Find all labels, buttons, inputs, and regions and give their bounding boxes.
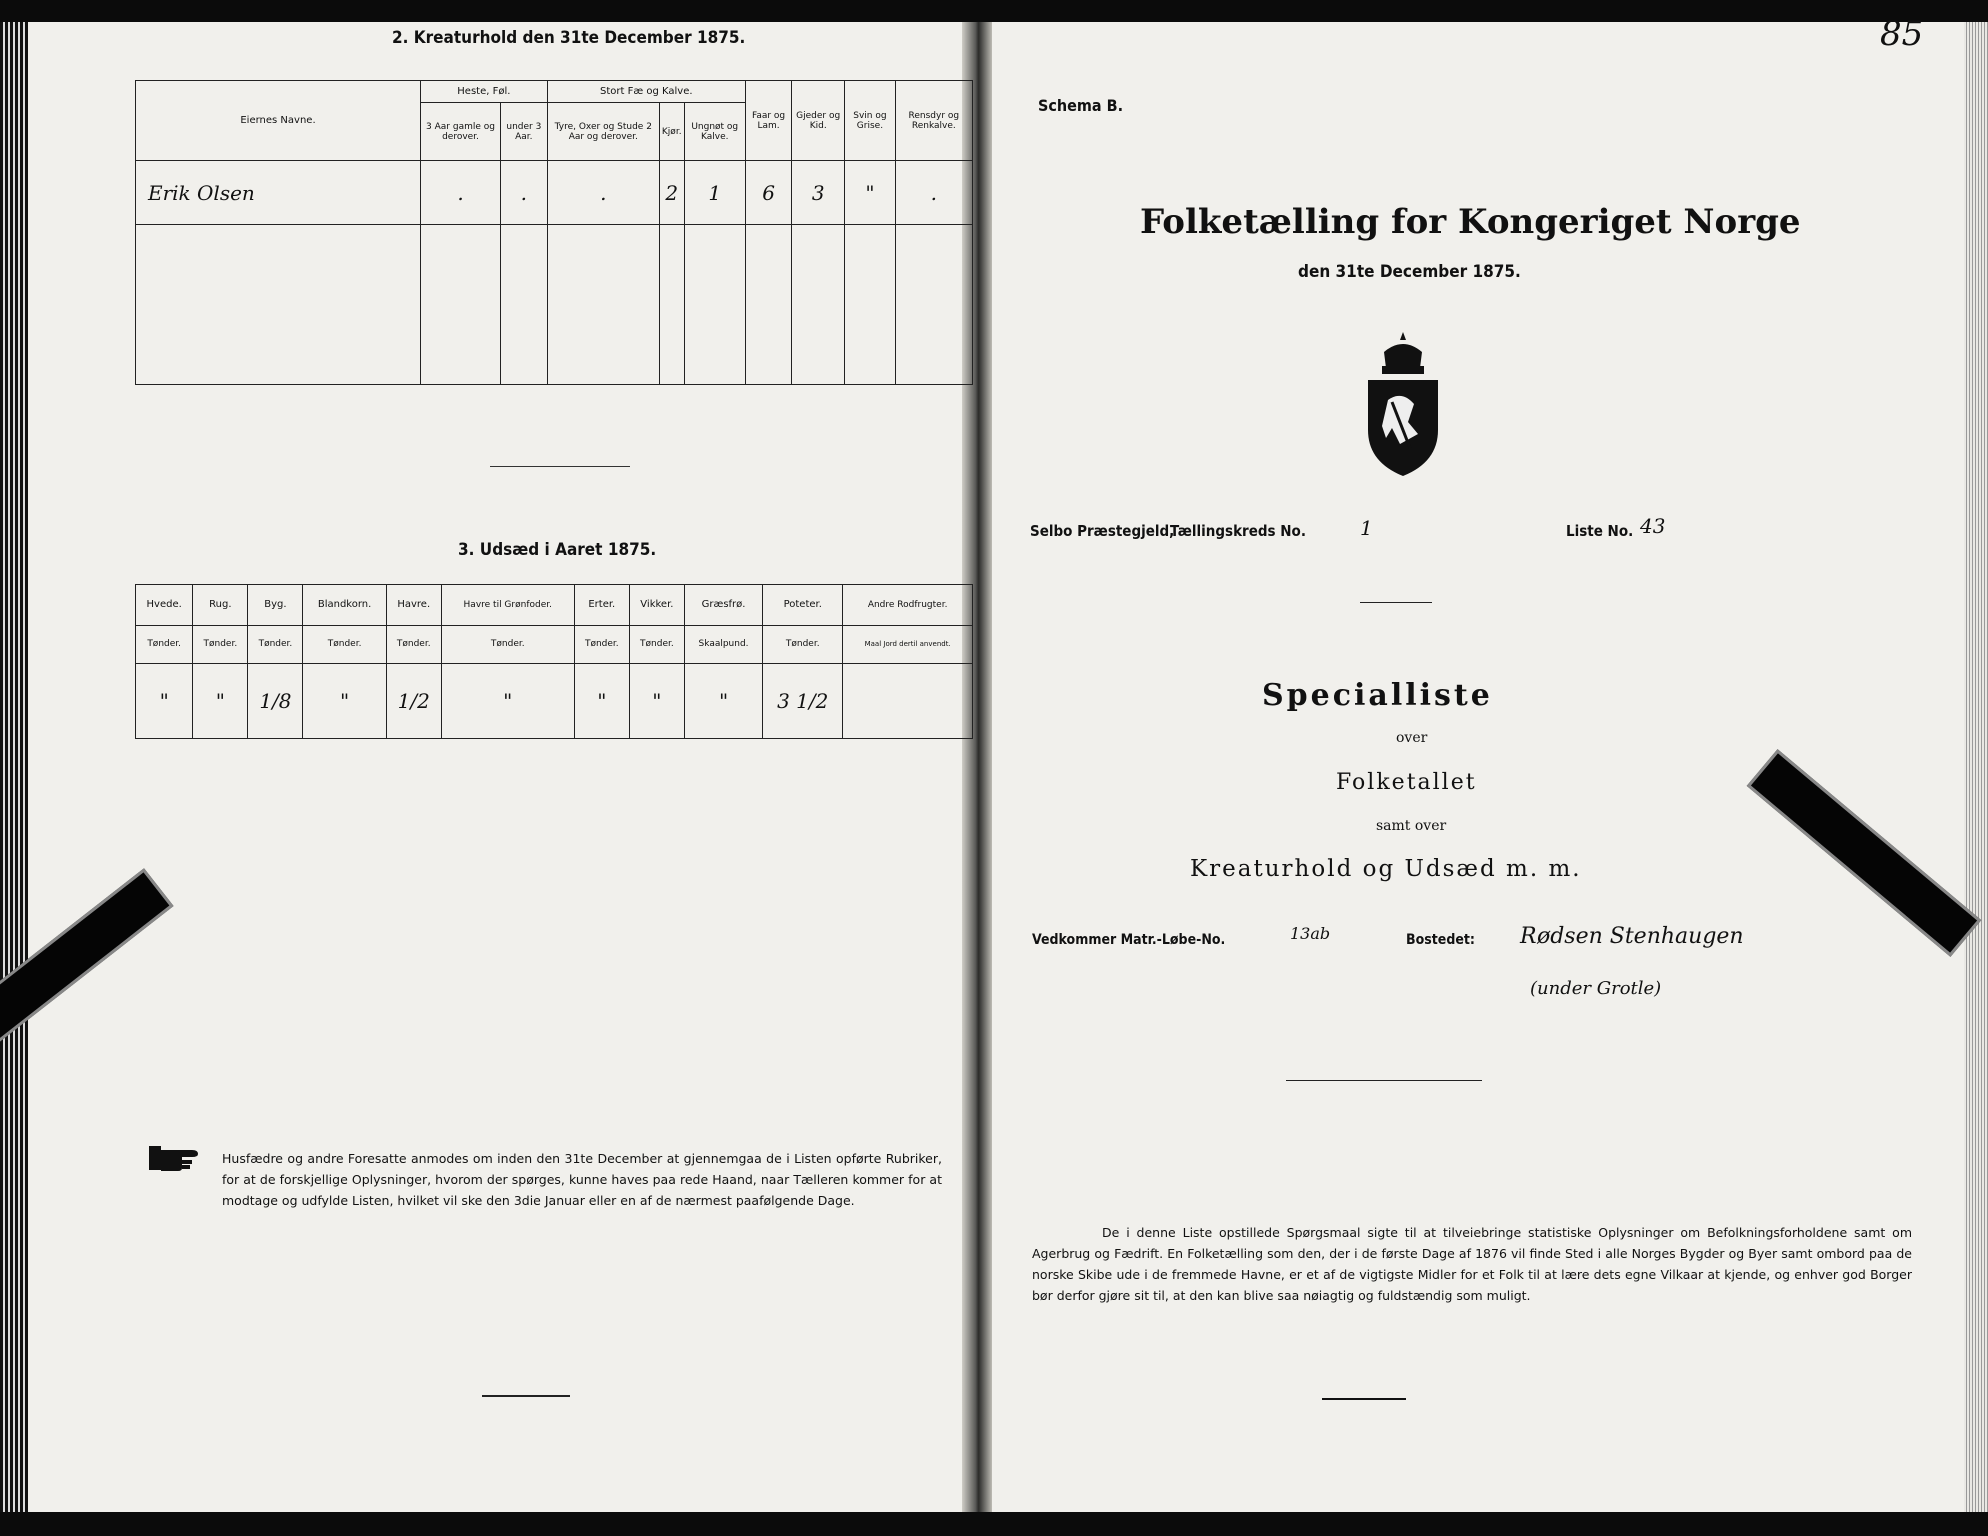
unit: Skaalpund. bbox=[684, 625, 762, 664]
group-header-horses: Heste, Føl. bbox=[421, 81, 548, 103]
section3-title: 3. Udsæd i Aaret 1875. bbox=[458, 540, 657, 560]
matr-value: 13ab bbox=[1290, 924, 1331, 943]
matr-label: Vedkommer Matr.-Løbe-No. bbox=[1032, 932, 1226, 948]
unit: Tønder. bbox=[303, 625, 386, 664]
coat-of-arms-icon bbox=[1362, 330, 1444, 480]
seed-table bbox=[135, 584, 973, 739]
col-erter: Erter. bbox=[574, 585, 629, 626]
unit: Tønder. bbox=[248, 625, 303, 664]
over-label: over bbox=[1396, 730, 1428, 746]
district-value: 1 bbox=[1360, 516, 1373, 540]
owner-name: Erik Olsen bbox=[136, 161, 421, 225]
col-havre: Havre. bbox=[386, 585, 441, 626]
table-row bbox=[136, 161, 973, 225]
list-label: Liste No. bbox=[1566, 522, 1634, 540]
col-byg: Byg. bbox=[248, 585, 303, 626]
col-blandkorn: Blandkorn. bbox=[303, 585, 386, 626]
col-goats: Gjeder og Kid. bbox=[792, 81, 845, 161]
cell: . bbox=[501, 161, 548, 225]
cell: 2 bbox=[659, 161, 684, 225]
unit: Tønder. bbox=[574, 625, 629, 664]
cell: 1/8 bbox=[248, 664, 303, 739]
cell: 1 bbox=[684, 161, 745, 225]
unit: Tønder. bbox=[193, 625, 248, 664]
cell: 6 bbox=[745, 161, 791, 225]
cell bbox=[843, 664, 973, 739]
col-poteter: Poteter. bbox=[763, 585, 843, 626]
cell: 3 bbox=[792, 161, 845, 225]
divider bbox=[1360, 602, 1432, 603]
livestock-table bbox=[135, 80, 973, 385]
section2-title: 2. Kreaturhold den 31te December 1875. bbox=[392, 28, 746, 48]
cell: . bbox=[421, 161, 501, 225]
col-calves: Ungnøt og Kalve. bbox=[684, 103, 745, 161]
unit: Tønder. bbox=[386, 625, 441, 664]
bosted-value: Rødsen Stenhaugen bbox=[1520, 924, 1744, 949]
col-graesfro: Græsfrø. bbox=[684, 585, 762, 626]
notice-text: Husfædre og andre Foresatte anmodes om inden den 31te December at gjennemgaa de i Listen opførte Rubriker, for at de forskjellige Oplysninger, hvorom der spørges, kunne haves paa rede Haand, naar Tælleren kommer for at modtage og udfylde Listen, hvilket vil ske den 3die Januar eller en af de nærmest paafølgende Dage. bbox=[222, 1151, 942, 1208]
col-horses-3yr: 3 Aar gamle og derover. bbox=[421, 103, 501, 161]
census-title: Folketælling for Kongeriget Norge bbox=[1140, 202, 1801, 242]
cell: " bbox=[684, 664, 762, 739]
unit: Maal Jord dertil anvendt. bbox=[843, 625, 973, 664]
cell: " bbox=[574, 664, 629, 739]
unit: Tønder. bbox=[763, 625, 843, 664]
kreaturhold-label: Kreaturhold og Udsæd m. m. bbox=[1190, 856, 1582, 882]
cell: " bbox=[193, 664, 248, 739]
page-number: 85 bbox=[1880, 14, 1924, 54]
bosted-note: (under Grotle) bbox=[1530, 978, 1662, 999]
cell: " bbox=[845, 161, 895, 225]
divider bbox=[1322, 1398, 1406, 1400]
cell: 1/2 bbox=[386, 664, 441, 739]
group-header-cattle: Stort Fæ og Kalve. bbox=[547, 81, 745, 103]
samt-over-label: samt over bbox=[1376, 818, 1447, 834]
divider bbox=[482, 1395, 570, 1397]
cell: 3 1/2 bbox=[763, 664, 843, 739]
cell: " bbox=[441, 664, 574, 739]
cell: . bbox=[895, 161, 972, 225]
specialliste-title: Specialliste bbox=[1262, 678, 1493, 713]
col-reindeer: Rensdyr og Renkalve. bbox=[895, 81, 972, 161]
table-row bbox=[136, 664, 973, 739]
cell: " bbox=[629, 664, 684, 739]
divider bbox=[490, 466, 630, 467]
col-rodfrugter: Andre Rodfrugter. bbox=[843, 585, 973, 626]
intro-paragraph: De i denne Liste opstillede Spørgsmaal sigte til at tilveiebringe statistiske Oplysninger om Befolkningsforholdene samt om Agerbrug og Fædrift. En Folketælling som den, der i de første Dage af 1876 vil finde Sted i alle Norges Bygder og Byer samt ombord paa de norske Skibe ude i de fremmede Havne, er et af de vigtigste Midler for et Folk til at lære dets egne Vilkaar at kjende, og enhver god Borger bør derfor gjøre sit til, at den kan blive saa nøiagtig og fuldstændig som muligt. bbox=[1032, 1225, 1912, 1303]
col-sheep: Faar og Lam. bbox=[745, 81, 791, 161]
schema-label: Schema B. bbox=[1038, 96, 1124, 115]
divider bbox=[1286, 1080, 1482, 1081]
cell: " bbox=[303, 664, 386, 739]
unit: Tønder. bbox=[629, 625, 684, 664]
col-horses-under3: under 3 Aar. bbox=[501, 103, 548, 161]
col-hvede: Hvede. bbox=[136, 585, 193, 626]
unit: Tønder. bbox=[136, 625, 193, 664]
col-havre-gronfoder: Havre til Grønfoder. bbox=[441, 585, 574, 626]
col-pigs: Svin og Grise. bbox=[845, 81, 895, 161]
census-date: den 31te December 1875. bbox=[1298, 262, 1521, 282]
bosted-label: Bostedet: bbox=[1406, 932, 1475, 948]
col-cows: Kjør. bbox=[659, 103, 684, 161]
col-bulls: Tyre, Oxer og Stude 2 Aar og derover. bbox=[547, 103, 659, 161]
col-rug: Rug. bbox=[193, 585, 248, 626]
book-edge-right bbox=[1964, 22, 1988, 1512]
unit: Tønder. bbox=[441, 625, 574, 664]
pointing-hand-icon bbox=[148, 1142, 210, 1174]
cell: . bbox=[547, 161, 659, 225]
owner-header: Eiernes Navne. bbox=[136, 81, 421, 161]
col-vikker: Vikker. bbox=[629, 585, 684, 626]
folketallet-label: Folketallet bbox=[1336, 770, 1477, 795]
parish-label: Selbo Præstegjeld, bbox=[1030, 522, 1175, 540]
cell: " bbox=[136, 664, 193, 739]
list-value: 43 bbox=[1640, 514, 1666, 538]
district-label: Tællingskreds No. bbox=[1170, 522, 1306, 540]
table-row bbox=[136, 225, 973, 385]
